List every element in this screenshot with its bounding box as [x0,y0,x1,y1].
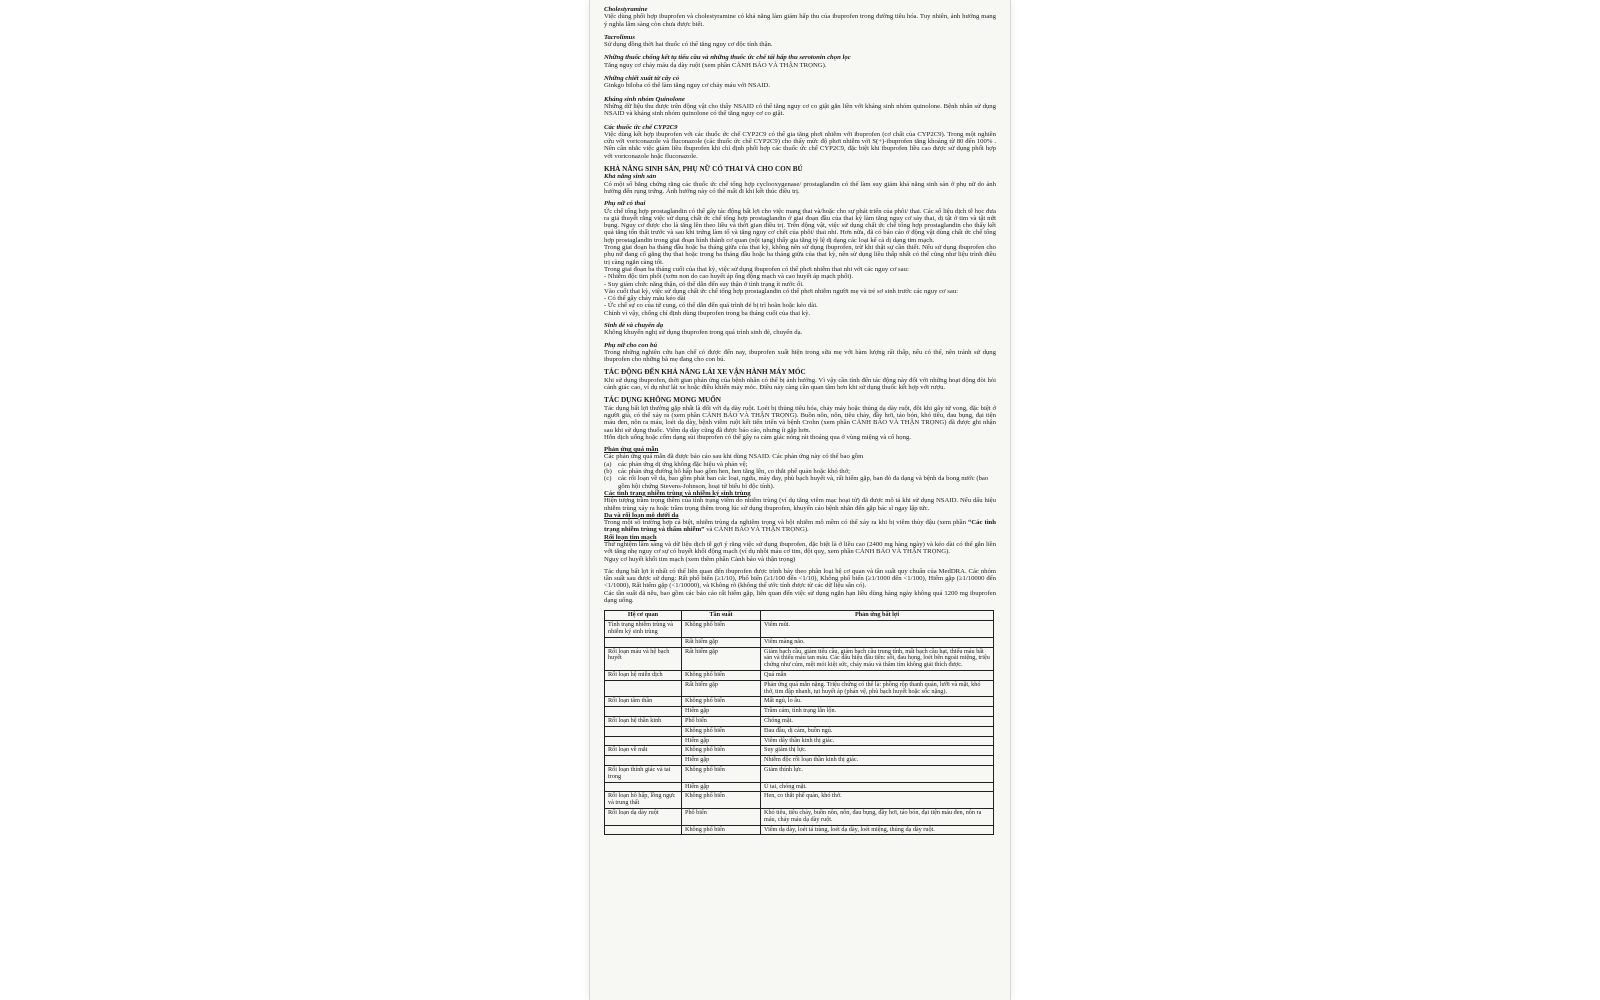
interaction-text: Sử dụng đồng thời hai thuốc có thể tăng nguy cơ độc tính thận. [604,41,773,49]
adverse-text: Hỗn dịch uống hoặc cốm dạng sủi ibuprofen có thể gây ra cảm giác nóng rát thoáng qua ở vùng miệng và cổ họng. [604,433,911,441]
interaction-heading: Cholestyramine [604,6,648,13]
interaction-text: Những dữ liệu thu được trên động vật cho thấy NSAID có thể tăng nguy cơ co giật gắn liền với kháng sinh nhóm quinolone. Bệnh nhân sử dụng NSAID và kháng sinh nhóm quinolone có thể tăng nguy cơ co giật. [604,102,996,118]
table-cell: Không phổ biến [682,726,761,736]
hypersensitivity-item [604,475,996,490]
table-cell: Viêm dạ dày, loét tá tràng, loét dạ dày, loét miệng, thủng dạ dày ruột. [761,825,994,835]
labor-text: Không khuyến nghị sử dụng ibuprofen trong quá trình sinh đẻ, chuyển dạ. [604,329,803,337]
section-title: TÁC ĐỘNG ĐẾN KHẢ NĂNG LÁI XE VẬN HÀNH MÁY MÓC [604,368,806,377]
skin-text-part: Trong một số trường hợp cá biệt, nhiễm trùng da nghiêm trọng và bội nhiễm mô mềm có thể xảy ra khi bị viêm thủy đậu (xem phần [604,519,966,527]
hypersensitivity-item [604,468,996,475]
driving-text: Khi sử dụng ibuprofen, thời gian phản ứng của bệnh nhân có thể bị ảnh hưởng. Vì vậy cần tính đến tác động này đối với những hoạt động đòi hỏi cảnh giác cao, ví dụ như lái xe hoặc điều khiển máy móc. Điều này càng cần quan tâm hơn khi sử dụng thuốc kết hợp với rượu. [604,376,996,392]
table-cell: Rối loạn thính giác và tai trong [605,765,682,782]
nursing-text: Trong những nghiên cứu hạn chế có được đến nay, ibuprofen xuất hiện trong sữa mẹ với hàm lượng rất thấp, nếu có thể, nên tránh sử dụng ibuprofen cho những bà mẹ đang cho con bú. [604,348,996,364]
skin-text-bold: “Các tình trạng nhiễm trùng và thẩm nhiễm” [604,519,996,534]
table-row [605,697,994,707]
interaction-section [604,75,996,90]
table-cell: Ù tai, chóng mặt. [761,782,994,792]
table-row [605,736,994,746]
pregnant-list-item: - Nhiễm độc tim phổi (xơm non do cao huyết áp ống động mạch và cao huyết áp mạch phổi). [604,273,854,281]
list-marker: (a) [604,460,612,468]
interaction-heading: Những thuốc chống kết tụ tiểu cầu và những thuốc ức chế tái hấp thu serotonin chọn lọc [604,54,851,62]
interaction-section [604,54,996,69]
interaction-heading: Kháng sinh nhóm Quinolone [604,95,685,103]
skin-heading: Da và rối loạn mô dưới da [604,511,679,519]
hypersensitivity-item [604,461,996,468]
cardio-text: Thử nghiệm lâm sàng và dữ liệu dịch tễ gợi ý rằng việc sử dụng ibuprofen, đặc biệt là ở liều cao (2400 mg hàng ngày) và kéo dài có thể gắn liền với tăng nhẹ nguy cơ sự có huyết khối động mạch (ví dụ nhồi máu cơ tim, đột quỵ, xem phần CẢNH BÁO VÀ THẬN TRỌNG). [604,541,996,556]
labor-heading: Sinh đẻ và chuyển dạ [604,321,664,329]
table-row [605,647,994,670]
table-cell: Giảm bạch cầu, giảm tiểu cầu, giảm bạch cầu trung tính, mất bạch cầu hạt, thiếu máu bất sản và thiếu máu tan máu. Các dấu hiệu đầu tiên: sốt, đau họng, loét bên ngoài miệng, triệu chứng như cúm, mệt mỏi kiệt sức, chảy máu và thâm tím không giải thích được. [761,647,994,670]
frequency-text: Các tần suất đã nêu, bao gồm các báo cáo rất hiếm gặp, liên quan đến việc sử dụng ngắn hạn liều dùng hàng ngày không quá 1200 mg ibuprofen dạng uống. [604,589,996,605]
hypersensitivity-heading: Phản ứng quá mẫn [604,446,659,454]
table-cell: Rất hiếm gặp [682,647,761,670]
skin-text [604,519,996,534]
table-cell: Rối loạn dạ dày ruột [605,808,682,825]
adverse-text: Tác dụng bất lợi thường gặp nhất là đối với dạ dày ruột. Loét bị thủng tiêu hóa, chảy máy hoặc thủng dạ dày ruột, đôi khi gây tử vong, đặc biệt ở người già, có thể xảy ra (xem phần CẢNH BÁO VÀ THẬN TRỌNG). Buồn nôn, nôn, tiêu chảy, đầy hơi, táo bón, khó tiêu, đau bụng, đại tiện máu đen, nôn ra máu, loét dạ dày, bệnh viêm ruột kết tiến triển và bệnh Crohn (xem phần CẢNH BÁO VÀ THẬN TRỌNG) đã được ghi nhận sau khi sử dụng thuốc. Viêm dạ dày cũng đã được báo cáo, nhưng ít gặp hơn. [604,404,996,434]
fertility-heading: Khả năng sinh sản [604,173,657,181]
table-cell: Không phổ biến [682,697,761,707]
table-row [605,670,994,680]
table-cell: Viêm mũi. [761,621,994,638]
table-row [605,756,994,766]
table-cell: Phản ứng quá mẫn nặng. Triệu chứng có thể là: phồng rộp thanh quản, lưỡi và mặt, khó thở, tim đập nhanh, tụt huyết áp (phản vệ, phù bạch huyết hoặc sốc nặng). [761,680,994,697]
adverse-section [604,397,996,604]
table-row [605,621,994,638]
table-cell: Nhiễm độc rối loạn thần kinh thị giác. [761,756,994,766]
table-cell [605,637,682,647]
table-cell: Trầm cảm, tình trạng lẫn lộn. [761,707,994,717]
hypersensitivity-intro: Các phản ứng quá mẫn đã được báo cáo sau khi dùng NSAID. Các phản ứng này có thể bao gồm [604,453,864,461]
table-cell: Không phổ biến [682,746,761,756]
table-cell [605,680,682,697]
list-text: các phản ứng dị ứng không đặc hiệu và phản vệ; [618,460,748,468]
table-cell [605,825,682,835]
driving-section [604,369,996,391]
table-cell: Không phổ biến [682,825,761,835]
nursing-heading: Phụ nữ cho con bú [604,341,658,349]
table-cell: Rối loạn máu và hệ bạch huyết [605,647,682,670]
interaction-section [604,6,996,28]
table-cell: Chóng mặt. [761,716,994,726]
table-row [605,825,994,835]
table-cell: Tình trạng nhiễm trùng và nhiễm ký sinh trùng [605,621,682,638]
table-cell: Rối loạn về mắt [605,746,682,756]
table-row [605,765,994,782]
pregnant-paragraph: Trong giai đoạn ba tháng đầu hoặc ba tháng giữa của thai kỳ, không nên sử dụng ibuprofen, trừ khi thật sự cần thiết. Nếu sử dụng ibuprofen cho phụ nữ đang cố gắng thụ thai hoặc trong ba tháng đầu hoặc ba tháng giữa của thai kỳ, nên sử dụng liều thấp nhất có thể cũng như liệu trình điều trị càng ngắn càng tốt. [604,244,996,266]
table-cell: Rất hiếm gặp [682,637,761,647]
table-cell: Không phổ biến [682,670,761,680]
table-cell: Giảm thính lực. [761,765,994,782]
pregnant-heading: Phụ nữ có thai [604,200,646,208]
column-header: Phản ứng bất lợi [761,611,994,621]
infection-text: Hiện tượng trầm trọng thêm của tình trạng viêm do nhiễm trùng (ví dụ tăng viêm mạc hoại tử) đã được mô tả khi sử dụng NSAID. Nếu dấu hiệu nhiễm trùng xảy ra hoặc trầm trọng thêm trong lúc sử dụng ibuprofen, khuyến cáo bệnh nhân đến gặp bác sĩ ngay lập tức. [604,497,996,512]
pregnant-paragraph: Chính vì vậy, chống chỉ định dùng ibuprofen trong ba tháng cuối của thai kỳ. [604,309,811,317]
adverse-reactions-table [604,610,994,835]
interaction-section [604,96,996,118]
table-cell: Phổ biến [682,716,761,726]
section-title: KHẢ NĂNG SINH SẢN, PHỤ NỮ CÓ THAI VÀ CHO CON BÚ [604,165,803,174]
table-cell: Không phổ biến [682,765,761,782]
interaction-text: Việc dùng kết hợp ibuprofen với các thuốc ức chế CYP2C9 có thể gia tăng phơi nhiễm với ibuprofen (cơ chất của CYP2C9). Trong một nghiên cứu với voriconazole và fluconazole (các thuốc ức chế CYP2C9) cho thấy mức độ phơi nhiễm với S(+)-ibuprofen tăng khoảng từ 80 đến 100% . Nên cân nhắc việc giảm liều ibuprofen khi chỉ định phối hợp các thuốc ức chế CYP2C9, đặc biệt khi ibuprofen liều cao được sử dụng phối hợp với voriconazole hoặc fluconazole. [604,130,996,160]
skin-text-part: và CẢNH BÁO VÀ THẬN TRỌNG). [706,526,809,534]
column-header: Tần suất [682,611,761,621]
table-row [605,637,994,647]
column-header: Hệ cơ quan [605,611,682,621]
interaction-text: Ginkgo biloba có thể làm tăng nguy cơ chảy máu với NSAID. [604,82,771,90]
pregnant-paragraph: Trong giai đoạn ba tháng cuối của thai kỳ, việc sử dụng ibuprofen có thể phơi nhiễm thai nhi với các nguy cơ sau: [604,265,909,273]
cardio-heading: Rối loạn tim mạch [604,533,657,541]
interaction-heading: Tacrolimus [604,33,635,41]
table-cell: Hiếm gặp [682,736,761,746]
table-cell: Không phổ biến [682,792,761,809]
table-row [605,680,994,697]
pregnant-list-item: - Ức chế sự co của tử cung, có thể dẫn đến quá trình đẻ bị trì hoãn hoặc kéo dài. [604,302,818,310]
table-cell: Rối loạn hệ thần kinh [605,716,682,726]
table-row [605,716,994,726]
table-cell: Không phổ biến [682,621,761,638]
list-marker: (b) [604,468,612,476]
table-body [605,621,994,835]
table-cell: Rối loạn hệ miễn dịch [605,670,682,680]
pregnant-list-item: - Suy giảm chức năng thận, có thể dẫn đến suy thận ở tình trạng ít nước ối. [604,280,804,288]
table-cell: Hiếm gặp [682,707,761,717]
table-cell: Viêm màng não. [761,637,994,647]
infection-heading: Các tình trạng nhiễm trùng và nhiễm ký sinh trùng [604,489,751,497]
table-cell [605,782,682,792]
pregnant-paragraph: Vào cuối thai kỳ, việc sử dụng chất ức chế tổng hợp prostaglandin có thể phơi nhiễm người mẹ và trẻ sơ sinh trước các nguy cơ sau: [604,287,959,295]
table-cell: Hiếm gặp [682,782,761,792]
table-header-row [605,611,994,621]
document-page [590,0,1010,1000]
interaction-heading: Các thuốc ức chế CYP2C9 [604,123,678,131]
list-marker: (c) [604,475,612,483]
pregnant-list-item: - Có thể gây chảy máu kéo dài [604,295,686,303]
table-cell [605,756,682,766]
table-cell: Quá mẫn [761,670,994,680]
table-cell: Viêm dây thần kinh thị giác. [761,736,994,746]
table-cell: Mất ngủ, lo âu. [761,697,994,707]
document-content [604,6,996,835]
table-cell: Rối loạn hô hấp, lồng ngực và trung thất [605,792,682,809]
table-cell: Suy giảm thị lực. [761,746,994,756]
table-row [605,746,994,756]
fertility-text: Có một số bằng chứng rằng các thuốc ức chế tổng hợp cyclooxygenase/ prostaglandin có thể làm suy giảm khả năng sinh sản ở phụ nữ do ảnh hưởng đến rụng trứng. Ảnh hưởng này có thể mất đi khi kết thúc điều trị. [604,180,996,195]
table-row [605,808,994,825]
table-cell [605,736,682,746]
pregnant-paragraph: Ức chế tổng hợp prostaglandin có thể gây tác động bất lợi cho việc mang thai và/hoặc cho sự phát triển của phôi/ thai. Các số liệu dịch tễ học đưa ra giả thuyết rằng việc sử dụng chất ức chế tổng hợp prostaglandin ở giai đoạn đầu của thai kỳ làm tăng nguy cơ sảy thai, dị tật ở tim và tật nứt bụng. Nguy cơ được cho là tăng lên theo liều và thời gian điều trị. Trên động vật, việc sử dụng chất ức chế tổng hợp prostaglandin cho thấy kết quả tăng tổn thất trước và sau khi trứng làm tổ và tăng nguy cơ chết của phôi/ thai nhi. Hơn nữa, đã có báo cáo ở động vật dùng chất ức chế tổng hợp prostaglandin trong giai đoạn hình thành cơ quan (nội tạng) thấy gia tăng tỷ lệ dị dạng các loại kể cả dị dạng tim mạch. [604,207,996,244]
table-cell [605,726,682,736]
table-cell: Hiếm gặp [682,756,761,766]
interaction-section [604,34,996,49]
table-cell [605,707,682,717]
drug-interactions-section [604,6,996,160]
pregnancy-section [604,166,996,363]
table-row [605,726,994,736]
cardio-text: Nguy cơ huyết khối tim mạch (xem thêm phần Cảnh báo và thận trọng) [604,555,796,563]
interaction-heading: Những chiết xuất từ cây cỏ [604,75,680,83]
table-cell: Phổ biến [682,808,761,825]
table-row [605,792,994,809]
list-text: các rối loạn về da, bao gồm phát ban các loại, ngứa, mày đay, phù bạch huyết và, rất hiếm gặp, ban đỏ đa dạng và bệnh da bong nước (bao gồm hội chứng Stevens-Johnson, hoại tử biểu bì độc tính). [618,475,989,490]
interaction-text: Tăng nguy cơ chảy máu dạ dày ruột (xem phần CẢNH BÁO VÀ THẬN TRỌNG). [604,61,827,69]
table-cell: Hen, co thắt phế quản, khó thở. [761,792,994,809]
table-cell: Khó tiêu, tiêu chảy, buồn nôn, nôn, đau bụng, đầy hơi, táo bón, đại tiện máu đen, nôn ra máu, chảy máu dạ dày ruột. [761,808,994,825]
frequency-text: Tác dụng bất lợi ít nhất có thể liên quan đến ibuprofen được trình bày theo phân loại hệ cơ quan và tần suất quy chuẩn của MedDRA. Các nhóm tần suất sau được sử dụng: Rất phổ biến (≥1/10), Phổ biến (≥1/100 đến <1/10), Không phổ biến (≥1/1000 đến <1/100), Hiếm gặp (≥1/10000 đến <1/1000), Rất hiếm gặp (<1/10000), và Không rõ (không thể ước tính được từ các dữ liệu sẵn có). [604,567,996,590]
list-text: các phản ứng đường hô hấp bao gồm hen, hen tăng lên, co thắt phế quản hoặc khó thở; [618,468,850,476]
table-cell: Đau đầu, dị cảm, buồn ngủ. [761,726,994,736]
interaction-section [604,124,996,160]
table-row [605,707,994,717]
table-cell: Rất hiếm gặp [682,680,761,697]
table-row [605,782,994,792]
table-cell: Rối loạn tâm thần [605,697,682,707]
section-title: TÁC DỤNG KHÔNG MONG MUỐN [604,396,721,405]
interaction-text: Việc dùng phối hợp ibuprofen và cholestyramine có khả năng làm giảm hấp thu của ibuprofen trong đường tiêu hóa. Tuy nhiên, ảnh hưởng mang ý nghĩa lâm sàng còn chưa được biết. [604,13,996,28]
